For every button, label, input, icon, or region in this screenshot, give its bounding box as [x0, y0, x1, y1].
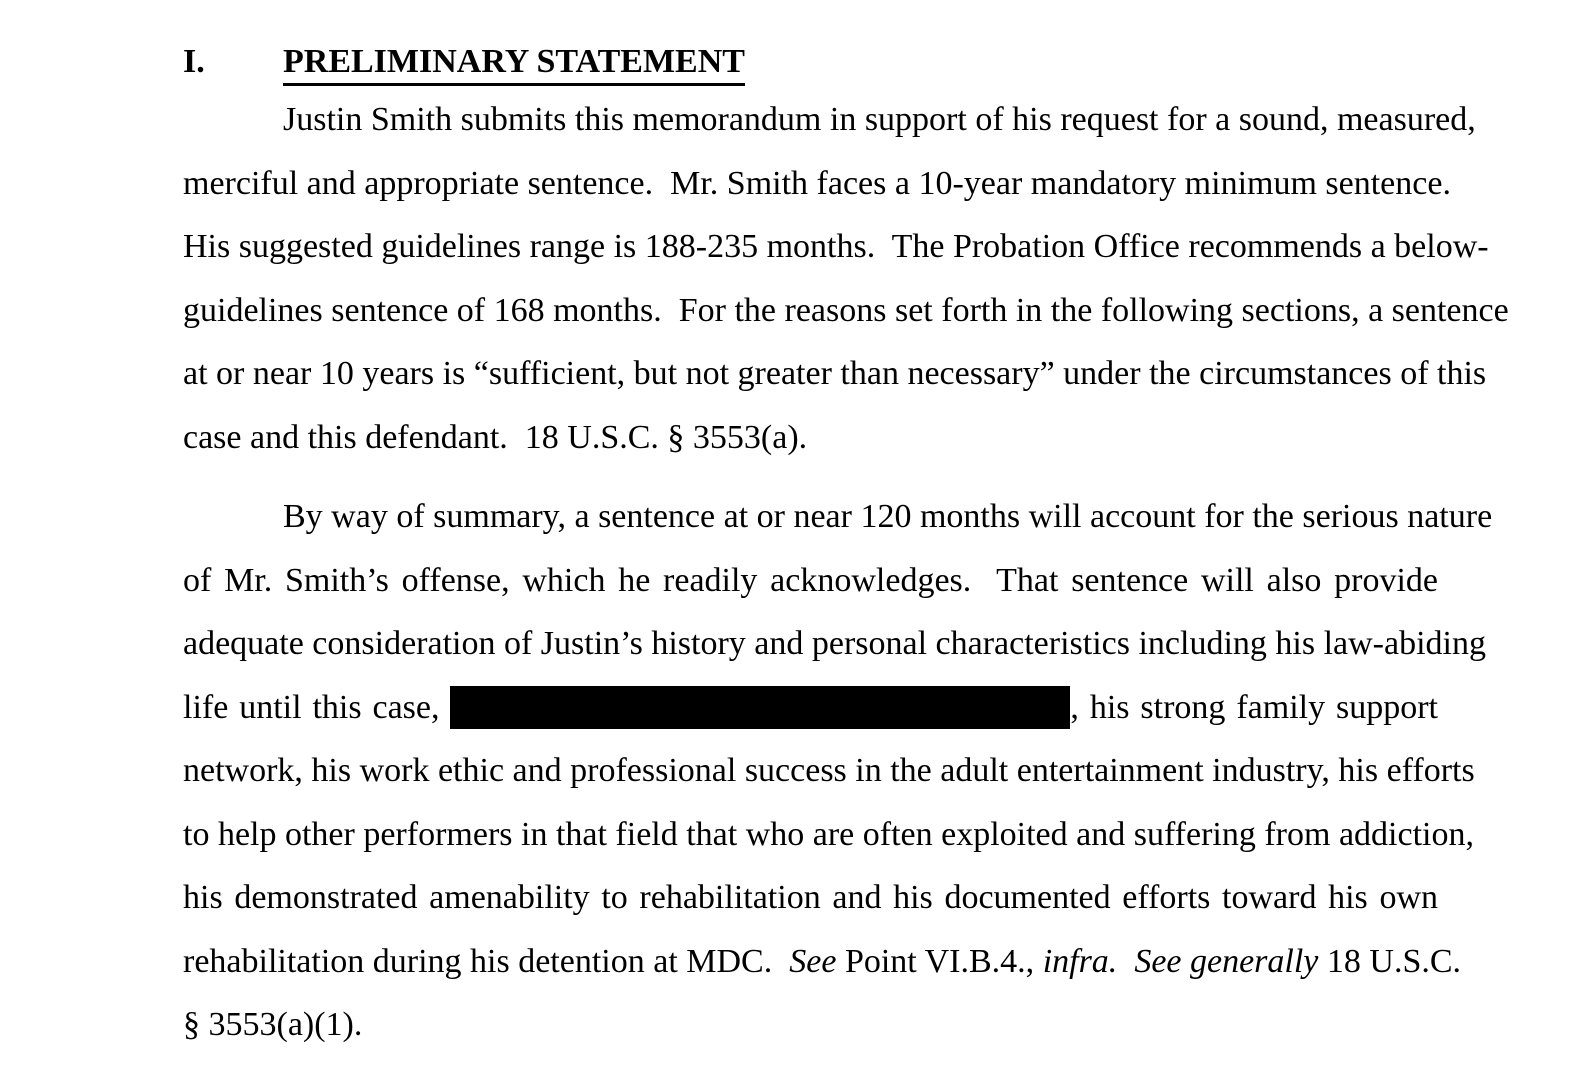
para2-line-7: his demonstrated amenability to rehabilitation and his documented efforts toward his own	[183, 879, 1438, 916]
para1-line-5: at or near 10 years is “sufficient, but not greater than necessary” under the circumstances of this	[183, 355, 1487, 392]
para2-line-1: By way of summary, a sentence at or near 120 months will account for the serious nature	[283, 498, 1493, 535]
paragraph-1	[183, 88, 1509, 469]
para1-line-1: Justin Smith submits this memorandum in support of his request for a sound, measured,	[283, 101, 1476, 138]
citation-text-1: rehabilitation during his detention at MDC.	[183, 942, 790, 980]
para1-line-2: merciful and appropriate sentence. Mr. Smith faces a 10-year mandatory minimum sentence.	[183, 164, 1451, 202]
para2-redacted-line	[183, 676, 1438, 740]
citation-text-4: 18 U.S.C.	[1318, 942, 1462, 980]
section-number: I.	[183, 43, 205, 80]
para2-last-line: § 3553(a)(1).	[183, 1006, 363, 1043]
citation-see-1: See	[789, 942, 837, 980]
redacted-line-before: life until this case,	[183, 688, 451, 726]
citation-text-2: Point VI.B.4.,	[836, 942, 1043, 980]
para1-line-6: case and this defendant. 18 U.S.C. § 3553(a).	[183, 418, 808, 456]
para2-line-3: adequate consideration of Justin’s history and personal characteristics including his law-abiding	[183, 625, 1486, 662]
section-title: PRELIMINARY STATEMENT	[283, 42, 745, 86]
citation-infra: infra.	[1042, 942, 1118, 980]
para1-line-3: His suggested guidelines range is 188-235 months. The Probation Office recommends a below-	[183, 228, 1489, 265]
para1-line-4: guidelines sentence of 168 months. For the reasons set forth in the following sections, a sentence	[183, 291, 1509, 329]
para2-line-6: to help other performers in that field that who are often exploited and suffering from addiction,	[183, 815, 1474, 853]
citation-text-3	[1117, 943, 1134, 980]
redacted-line-after: , his strong family support	[1070, 688, 1438, 726]
citation-see-generally: See generally	[1134, 942, 1319, 980]
section-heading	[183, 30, 1438, 94]
paragraph-2	[183, 485, 1493, 1057]
redaction-bar	[450, 686, 1070, 729]
para2-citation-line	[183, 930, 1462, 994]
para2-line-5: network, his work ethic and professional success in the adult entertainment industry, his efforts	[183, 752, 1475, 789]
para2-line-2: of Mr. Smith’s offense, which he readily acknowledges. That sentence will also provide	[183, 561, 1438, 599]
